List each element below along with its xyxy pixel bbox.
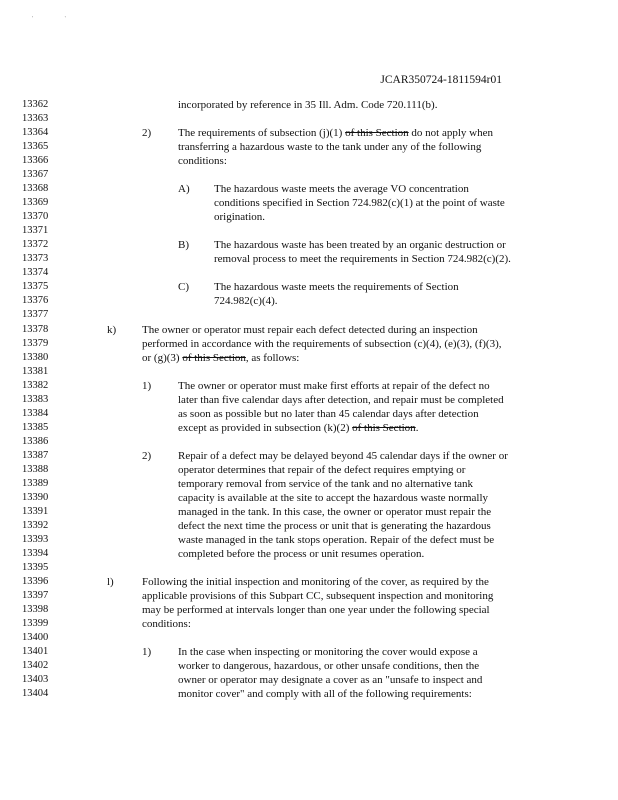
text-segment: Following the initial inspection and monitoring of the cover, as required by the <box>142 576 489 588</box>
text-segment: . <box>415 421 419 434</box>
line-number: 13376 <box>22 295 49 307</box>
list-label: k) <box>107 323 117 336</box>
line-number: 13364 <box>22 127 49 139</box>
text-segment: performed in accordance with the requirements of subsection (c)(4), (e)(3), (f)(3), <box>142 337 502 350</box>
text-line <box>0 561 618 575</box>
line-text <box>214 294 278 308</box>
line-text <box>214 196 505 210</box>
text-segment: as soon as possible but no later than 45 calendar days after detection <box>178 407 479 420</box>
text-line <box>0 533 618 547</box>
list-label: C) <box>178 281 189 294</box>
text-segment: The owner or operator must make first efforts at repair of the defect no <box>178 379 490 392</box>
line-text <box>178 379 490 393</box>
line-number: 13379 <box>22 337 49 349</box>
line-text <box>178 519 491 533</box>
text-segment: applicable provisions of this Subpart CC, subsequent inspection and monitoring <box>142 590 494 602</box>
text-line <box>0 631 618 645</box>
line-number: 13397 <box>22 590 49 601</box>
line-text <box>142 603 490 617</box>
line-text <box>178 673 482 687</box>
line-number: 13387 <box>22 449 49 461</box>
text-line <box>0 645 618 659</box>
text-segment: The hazardous waste meets the average VO concentration <box>214 183 469 196</box>
line-text <box>142 589 493 603</box>
text-line <box>0 575 618 589</box>
line-text <box>178 407 479 421</box>
text-line <box>0 463 618 477</box>
line-number: 13386 <box>22 435 49 447</box>
text-segment: origination. <box>214 211 266 224</box>
text-line <box>0 140 618 154</box>
line-text <box>214 238 506 252</box>
text-line <box>0 393 618 407</box>
text-line <box>0 252 618 266</box>
line-text <box>178 98 437 112</box>
line-number: 13396 <box>22 576 49 587</box>
list-label: 1) <box>142 379 152 392</box>
line-text <box>178 547 424 561</box>
text-segment: removal process to meet the requirements in Section 724.982(c)(2). <box>214 253 511 266</box>
line-number: 13404 <box>22 688 49 700</box>
text-segment: completed before the process or unit resumes operation. <box>178 548 425 560</box>
text-line <box>0 687 618 701</box>
list-label: 2) <box>142 127 152 140</box>
line-text <box>178 393 504 407</box>
text-segment: may be performed at intervals longer than one year under the following special <box>142 604 490 617</box>
line-number: 13389 <box>22 477 49 489</box>
line-number: 13363 <box>22 113 49 124</box>
text-segment: Repair of a defect may be delayed beyond 45 calendar days if the owner or <box>178 449 508 462</box>
text-line <box>0 308 618 322</box>
text-line <box>0 168 618 182</box>
text-segment: conditions: <box>178 155 227 168</box>
deleted-text: of this Section <box>352 421 416 434</box>
line-number: 13399 <box>22 618 49 630</box>
line-text <box>178 463 465 477</box>
text-line <box>0 351 618 365</box>
line-number: 13367 <box>22 169 49 181</box>
text-line <box>0 224 618 238</box>
line-text <box>142 351 299 365</box>
line-text <box>178 645 478 659</box>
text-segment: monitor cover" and comply with all of the following requirements: <box>178 688 472 701</box>
list-label: 2) <box>142 449 152 462</box>
line-text <box>178 421 418 435</box>
text-segment: conditions: <box>142 618 191 631</box>
text-line <box>0 547 618 561</box>
line-number: 13393 <box>22 533 49 545</box>
line-text <box>178 687 472 701</box>
text-line <box>0 617 618 631</box>
text-segment: waste managed in the tank stops operation. Repair of the defect must be <box>178 533 495 546</box>
text-segment: conditions specified in Section 724.982(c)(1) at the point of waste <box>214 197 505 210</box>
text-line <box>0 182 618 196</box>
line-number: 13365 <box>22 141 49 153</box>
text-line <box>0 407 618 421</box>
line-number: 13380 <box>22 351 49 363</box>
line-number: 13391 <box>22 505 49 517</box>
text-line <box>0 449 618 463</box>
line-number: 13403 <box>22 674 49 686</box>
deleted-text: of this Section <box>182 351 246 364</box>
text-segment: worker to dangerous, hazardous, or other unsafe conditions, then the <box>178 660 480 673</box>
text-line <box>0 196 618 210</box>
text-line <box>0 505 618 519</box>
line-number: 13385 <box>22 421 49 433</box>
text-segment: temporary removal from service of the tank and no alternative tank <box>178 477 474 490</box>
text-line <box>0 365 618 379</box>
line-text <box>178 477 473 491</box>
text-segment: , as follows: <box>245 351 300 364</box>
text-segment: transferring a hazardous waste to the tank under any of the following <box>178 141 482 154</box>
text-line <box>0 421 618 435</box>
text-line <box>0 294 618 308</box>
text-segment: managed in the tank. In this case, the owner or operator must repair the <box>178 505 492 518</box>
text-line <box>0 337 618 351</box>
line-text <box>178 505 491 519</box>
line-number: 13362 <box>22 99 49 110</box>
line-text <box>178 491 488 505</box>
line-number: 13377 <box>22 309 49 321</box>
line-number: 13398 <box>22 604 49 616</box>
corner-mark: ' <box>32 16 34 22</box>
text-line <box>0 98 618 112</box>
text-segment: In the case when inspecting or monitoring the cover would expose a <box>178 646 478 659</box>
corner-marks <box>32 16 96 22</box>
line-number: 13366 <box>22 155 49 167</box>
line-text <box>178 154 227 168</box>
text-line <box>0 323 618 337</box>
text-segment: The hazardous waste has been treated by an organic destruction or <box>214 239 506 252</box>
line-text <box>142 337 501 351</box>
text-segment: except as provided in subsection (k)(2) <box>178 421 353 434</box>
document-id: JCAR350724-1811594r01 <box>380 74 502 86</box>
line-number: 13382 <box>22 379 49 391</box>
text-line <box>0 126 618 140</box>
text-segment: or (g)(3) <box>142 351 183 364</box>
text-segment: The hazardous waste meets the requirements of Section <box>214 281 459 294</box>
line-number: 13368 <box>22 183 49 195</box>
list-label: 1) <box>142 646 152 659</box>
text-segment: 724.982(c)(4). <box>214 295 278 308</box>
line-text <box>178 140 481 154</box>
line-text <box>214 280 459 294</box>
text-line <box>0 491 618 505</box>
line-number: 13392 <box>22 519 49 531</box>
text-line <box>0 238 618 252</box>
line-text <box>214 182 469 196</box>
line-text <box>142 575 489 589</box>
line-number: 13395 <box>22 562 49 573</box>
text-line <box>0 477 618 491</box>
line-number: 13374 <box>22 267 49 279</box>
line-number: 13381 <box>22 365 49 377</box>
text-segment: do not apply when <box>408 127 493 140</box>
line-number: 13401 <box>22 646 49 658</box>
text-line <box>0 519 618 533</box>
line-number: 13384 <box>22 407 49 419</box>
line-number: 13388 <box>22 463 49 475</box>
text-line <box>0 266 618 280</box>
line-number: 13372 <box>22 239 49 251</box>
corner-mark: ' <box>64 16 66 22</box>
text-line <box>0 379 618 393</box>
text-segment: The owner or operator must repair each defect detected during an inspection <box>142 323 478 336</box>
text-line <box>0 673 618 687</box>
line-number: 13371 <box>22 225 49 237</box>
text-segment: The requirements of subsection (j)(1) <box>178 127 346 140</box>
line-number: 13370 <box>22 211 49 223</box>
text-line <box>0 112 618 126</box>
line-number: 13383 <box>22 393 49 405</box>
line-number: 13394 <box>22 548 49 559</box>
text-segment: owner or operator may designate a cover as an "unsafe to inspect and <box>178 674 483 687</box>
text-line <box>0 603 618 617</box>
line-text <box>178 659 479 673</box>
text-line <box>0 280 618 294</box>
line-number: 13400 <box>22 632 49 644</box>
line-number: 13378 <box>22 323 49 335</box>
line-text <box>142 617 191 631</box>
deleted-text: of this Section <box>345 127 409 140</box>
text-line <box>0 659 618 673</box>
text-line <box>0 154 618 168</box>
list-label: l) <box>107 576 114 588</box>
list-label: B) <box>178 239 189 252</box>
text-segment: defect the next time the process or unit that is generating the hazardous <box>178 519 491 532</box>
line-text <box>178 126 493 140</box>
text-line <box>0 435 618 449</box>
line-number: 13373 <box>22 253 49 265</box>
text-line <box>0 589 618 603</box>
list-label: A) <box>178 183 190 196</box>
line-text <box>214 210 265 224</box>
line-text <box>178 533 494 547</box>
text-segment: capacity is available at the site to accept the hazardous waste normally <box>178 491 489 504</box>
line-number: 13390 <box>22 491 49 503</box>
line-number: 13375 <box>22 281 49 293</box>
line-number: 13402 <box>22 660 49 672</box>
line-text <box>214 252 511 266</box>
text-segment: incorporated by reference in 35 Ill. Adm. Code 720.111(b). <box>178 99 438 111</box>
text-segment: operator determines that repair of the defect requires emptying or <box>178 463 466 476</box>
text-segment: later than five calendar days after detection, and repair must be completed <box>178 393 504 406</box>
line-text <box>178 449 508 463</box>
line-number: 13369 <box>22 197 49 209</box>
text-line <box>0 210 618 224</box>
line-text <box>142 323 478 337</box>
